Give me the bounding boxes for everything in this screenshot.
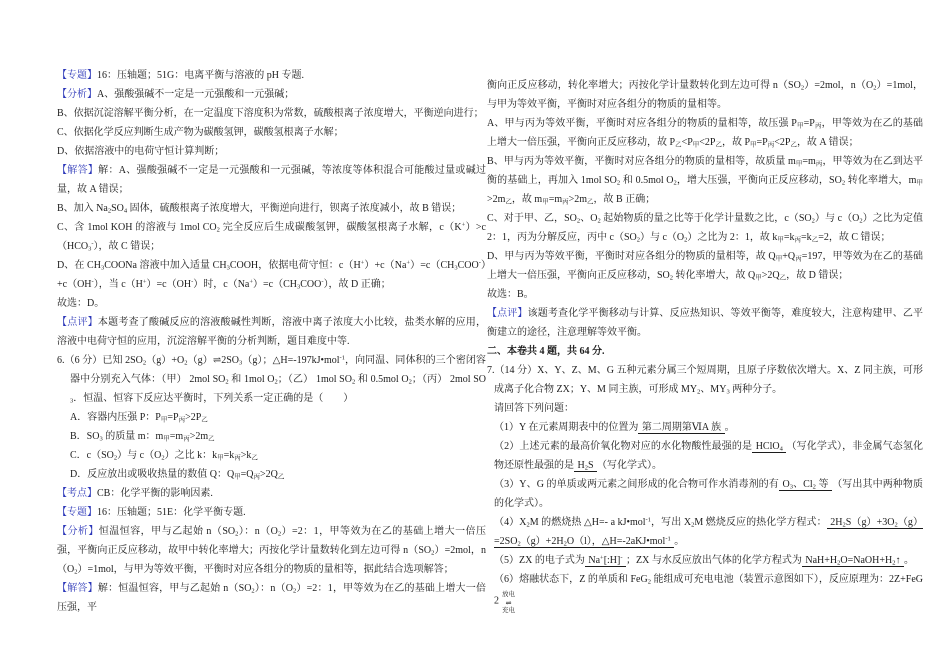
subscript: 2 [142,359,147,367]
answer-underline: Na+[:H]- [585,555,626,567]
subscript: 2 [74,568,78,576]
subscript: 2 [647,578,651,586]
subscript: 3 [99,435,103,443]
subscript: 丙 [234,454,241,462]
superscript: - [191,278,194,286]
paragraph: C、依据化学反应判断生成产物为碳酸氢钾，碳酸氢根离子水解； [57,127,344,138]
subscript: 2 [526,521,530,529]
section-label: 【解答】 [57,583,98,594]
paragraph: B、甲与丙为等效平衡，平衡时对应各组分的物质的量相等，故质量 $m_甲=m_丙$，甲等效为在乙到达平衡的基础上，再加入 1mol $SO_2$ 和 0.5mol $O_2$，增大压强，平衡向正反应移动，$SO_2$ 转化率增大，$m_甲>2m_乙$，故 $m_甲=m_丙>2m_乙$，故 B 正确； [487,156,924,206]
section-header: 二、本卷共 4 题，共 64 分. [487,346,605,357]
subscript: 乙 [587,198,594,206]
subscript: 2 [669,274,674,282]
subscript: 3 [88,245,92,253]
subscript: 甲 [796,122,804,130]
section-label: 【点评】 [57,317,98,328]
subscript: 2 [292,587,297,595]
subscript: 甲 [750,141,757,149]
section-label: 【专题】 [57,70,97,81]
right-column [487,76,923,613]
superscript: + [360,259,365,267]
subscript: 4 [779,445,783,453]
subscript: 乙 [251,454,258,462]
subscript: 甲 [542,198,549,206]
section-label: 【点评】 [487,308,528,319]
subscript: 2 [684,236,688,244]
subscript: 2 [563,540,567,548]
answer-underline: 第二周期第ⅥA 族 [639,422,724,433]
subscript: 乙 [715,141,722,149]
section-label: 【分析】 [57,526,99,537]
subscript: 2 [873,84,877,92]
paragraph: B、加入 $Na_2SO_4$ 固体，硫酸根离子浓度增大，平衡逆向进行，钡离子浓度减小，故 B 错误； [57,203,462,215]
paragraph: （1）Y 在元素周期表中的位置为 第二周期第ⅥA 族 。 [494,422,735,433]
subscript: 乙 [790,141,797,149]
subscript: 乙 [277,473,285,481]
subscript: 甲 [217,454,224,462]
paragraph: 请回答下列问题： [494,403,574,414]
answer-underline: $2H_2S(g)+3O_2(g)=2SO_2(g)+2H_2O(l)$，△H=-2aKJ•mol$^{-1}$ [494,517,923,548]
superscript: + [406,259,411,267]
paragraph: D、在 $CH_3COONa$ 溶液中加入适量 $CH_3COOH$，依据电荷守恒：$c(H^+)+c(Na^+)=c(CH_3COO^-)+c(OH^-)$，当 c（H+）=c（OH-）时，$c(Na^+)=c(CH_3COO^-)$，故 D 正确； [57,259,486,291]
subscript: 丙 [562,198,569,206]
subscript: 3 [454,264,458,272]
subscript: 2 [691,521,695,529]
answer-underline: $H_2S$ [575,460,597,472]
subscript: 2 [892,559,896,567]
subscript: 2 [697,388,701,396]
equilibrium-arrow: ⇌ [505,599,512,607]
paragraph: 衡向正反应移动，转化率增大；丙按化学计量数转化到左边可得 $n(SO_2)=2mol$，$n(O_2)=1mol$，与甲为等效平衡，平衡时对应各组分的物质的量相等。 [487,80,923,110]
subscript: 2 [277,530,282,538]
paragraph: 【点评】本题考查了酸碱反应的溶液酸碱性判断，溶液中离子浓度大小比较，盐类水解的应用，溶液中电荷守恒的应用，沉淀溶解平衡的分析判断，题目难度中等. [57,317,487,347]
subscript: 2 [894,521,898,529]
subscript: 甲 [692,141,700,149]
superscript: - [321,278,324,286]
paragraph: A、甲与丙为等效平衡，平衡时对应各组分的物质的量相等，故压强 $P_甲=P_丙$，甲等效为在乙的基础上增大一倍压强，平衡向正反应移动，故 $P_乙<P_甲<2P_乙$，故 $P_甲=P_丙<2P_乙$，故 A 错误； [487,118,924,149]
superscript: - [91,278,94,286]
paragraph: （5）ZX 的电子式为 Na+[:H]- ；ZX 与水反应放出气体的化学方程式为 $NaH+H_2O=NaOH+H_2↑$ 。 [494,554,914,567]
subscript: 丙 [178,416,186,424]
paragraph: C、含 1mol KOH 的溶液与 1mol $CO_2$ 完全反应后生成碳酸氢钾，碳酸氢根离子水解，$c(K^+)>c(HCO_3^-)$，故 C 错误； [57,221,486,253]
subscript: 2 [251,587,255,595]
answer-underline: HClO$_4$ [752,441,786,453]
paragraph: 【解答】解：恒温恒容，甲与乙起始 $n(SO_2)$：$n(O_2)=2$：1，甲等效为在乙的基础上增大一倍压强，平 [57,583,486,613]
section-label: 【专题】 [57,507,97,518]
subscript: 乙 [779,274,787,282]
paragraph: （3）Y、G 的单质或两元素之间形成的化合物可作水消毒剂的有 $O_3$、$Cl_2$ 等 （写出其中两种物质的化学式）。 [494,479,923,509]
subscript: 2 [841,179,846,187]
option-a: A．容器内压强 P：$P_甲=P_丙>2P_乙$ [70,412,208,424]
subscript: 2 [225,378,229,386]
subscript: 丙 [253,473,261,481]
superscript: + [600,554,604,562]
superscript: -1 [339,354,345,362]
subscript: 2 [161,454,165,462]
subscript: 2 [216,226,220,234]
subscript: 乙 [505,198,512,206]
option-d: D．反应放出或吸收热量的数值 Q：$Q_甲=Q_丙>2Q_乙$ [70,469,285,481]
stack-label: 放电 [502,591,515,598]
paragraph: C、对于甲、乙，$SO_2$、$O_2$ 起始物质的量之比等于化学计量数之比，$c(SO_2)$与 $c(O_2)$之比为定值 2：1，丙为分解反应，丙中 $c(SO_2)$与 $c(O_2)$之比为 2：1，故 $k_甲=k_丙=k_乙=2$，故 C 错误； [487,213,923,244]
subscript: 甲 [795,160,803,168]
subscript: 2 [576,217,581,225]
superscript: - [478,259,481,267]
superscript: + [249,278,254,286]
paragraph: （2）上述元素的最高价氧化物对应的水化物酸性最强的是 HClO$_4$ （写化学式），非金属气态氢化物还原性最强的是 $H_2S$ （写化学式）。 [494,441,924,472]
paragraph: $(4)X_2M$ 的燃烧热 △H=- a kJ•mol$^{-1}$，写出 $X_2M$ 燃烧反应的热化学方程式： $2H_2S(g)+3O_2(g)=2SO_2(g)+2H_2O(l)$，△H=-2aKJ•mol$^{-1}$ 。 [494,516,923,548]
question-7: 7.（14 分）X、Y、Z、M、G 五种元素分属三个短周期，且原子序数依次增大。X、Z 同主族，可形成离子化合物 ZX；Y、M 同主族，可形成 $MY_2$、$MY_3$ 两种分子。 [487,365,923,396]
superscript: - [620,554,623,562]
superscript: + [142,278,147,286]
paragraph: 【专题】16：压轴题；51E：化学平衡专题. [57,507,246,518]
subscript: 乙 [208,435,215,443]
section-label: 【分析】 [57,89,97,100]
subscript: 2 [837,559,841,567]
subscript: 甲 [775,255,783,263]
subscript: 2 [408,378,412,386]
subscript: 甲 [916,179,924,187]
subscript: 3 [239,359,243,367]
charge-discharge-stack [502,591,515,615]
paragraph: 【解答】解：A、强酸强碱不一定是一元强酸和一元强碱，等浓度等体积混合可能酸过量或碱过量，故 A 错误； [57,165,486,195]
subscript: 甲 [160,416,168,424]
subscript: 3 [726,388,730,396]
paragraph: 故选：B。 [487,289,534,300]
paragraph: 故选：D。 [57,298,105,309]
paragraph: D、甲与丙为等效平衡，平衡时对应各组分的物质的量相等，故 $Q_甲+Q_丙=197$，甲等效为在乙的基础上增大一倍压强，平衡向正反应移动，$SO_2$ 转化率增大，故 $Q_甲>2Q_乙$，故 D 错误； [487,251,924,282]
question-6: 6.（6 分）已知 $2SO_2(g)+O_2(g)\rightleftharpoons 2SO_3(g)$；△H=-197kJ•mol$^{-1}$，向同温、同体积的三个密闭容器中分别充入气体：（甲） 2mol $SO_2$ 和 1mol $O_2$；（乙） 1mol $SO_2$ 和 0.5mol $O_2$；（丙） 2mol $SO_3$．恒温、恒容下反应达平衡时，下列关系一定正确的是（ ） [57,354,487,405]
subscript: 2 [859,217,863,225]
subscript: 2 [800,84,805,92]
paragraph: 【分析】恒温恒容，甲与乙起始 $n(SO_2)$：$n(O_2)=2$：1，甲等效为在乙的基础上增大一倍压强，平衡向正反应移动，故甲中转化率增大；丙按化学计量数转化到左边可得 $n(SO_2)=2mol$，$n(O_2)=1mol$，与甲为等效平衡，平衡时对应各组分的物质的量相等，据此结合选项解答； [57,526,486,576]
paragraph: 【分析】A、强酸强碱不一定是一元强酸和一元强碱； [57,89,295,100]
subscript: 3 [789,483,793,491]
superscript: + [461,221,466,229]
subscript: 2 [584,464,588,472]
paragraph: 【专题】16：压轴题；51G：电离平衡与溶液的 pH 专题. [57,70,304,81]
paragraph: 【考点】CB：化学平衡的影响因素. [57,488,213,499]
subscript: 丙 [815,160,823,168]
subscript: 3 [226,264,230,272]
subscript: 甲 [777,236,784,244]
paragraph: 【点评】该题考查化学平衡移动与计算、反应热知识、等效平衡等，难度较大，注意构建甲、乙平衡建立的途径，注意理解等效平衡。 [487,308,924,338]
paragraph: D、依据溶液中的电荷守恒计算判断； [57,146,225,157]
superscript: - [91,240,94,248]
subscript: 甲 [755,274,762,282]
subscript: 乙 [675,141,682,149]
subscript: 2 [842,521,846,529]
subscript: 丙 [795,255,802,263]
subscript: 2 [811,217,815,225]
subscript: 2 [812,483,816,491]
subscript: 2 [113,454,118,462]
subscript: 2 [597,217,601,225]
subscript: 2 [636,236,640,244]
answer-underline: $NaH+H_2O=NaOH+H_2↑$ [802,555,903,567]
paragraph: B、依据沉淀溶解平衡分析，在一定温度下溶度积为常数，硫酸根离子浓度增大，平衡逆向进行； [57,108,484,119]
subscript: 2 [517,540,521,548]
subscript: 3 [70,397,74,405]
subscript: 3 [100,264,105,272]
superscript: -1 [645,516,651,524]
subscript: 丙 [814,122,822,130]
subscript: 2 [673,179,677,187]
option-b: B．$SO_3$ 的质量 m：$m_甲=m_丙>2m_乙$ [70,431,215,443]
superscript: -1 [665,535,671,543]
subscript: 2 [616,179,621,187]
subscript: 乙 [201,416,208,424]
subscript: 2 [235,530,239,538]
subscript: 甲 [163,435,170,443]
left-column [57,66,486,617]
section-label: 【考点】 [57,488,97,499]
subscript: 乙 [811,236,819,244]
subscript: 丙 [794,236,802,244]
subscript: 2 [274,378,278,386]
paragraph: （6）熔融状态下，Z 的单质和 FeG$_2$ 能组成可充电电池（装置示意图如下），反应原理为：2Z+FeG2 放电 ⇌ 充电 [494,574,923,614]
subscript: 丙 [183,435,190,443]
subscript: 2 [184,359,188,367]
answer-underline: $O_3$、$Cl_2$ 等 [779,479,832,491]
subscript: 4 [123,207,128,215]
subscript: 3 [297,283,301,291]
stack-label: 充电 [502,607,515,614]
subscript: 2 [431,549,435,557]
subscript: 甲 [234,473,241,481]
option-c: C．$c(SO_2)$与 $c(O_2)$之比 k：$k_甲=k_丙>k_乙$ [70,450,258,462]
subscript: 2 [107,207,112,215]
subscript: 丙 [767,141,775,149]
section-label: 【解答】 [57,165,99,176]
subscript: 2 [351,378,356,386]
